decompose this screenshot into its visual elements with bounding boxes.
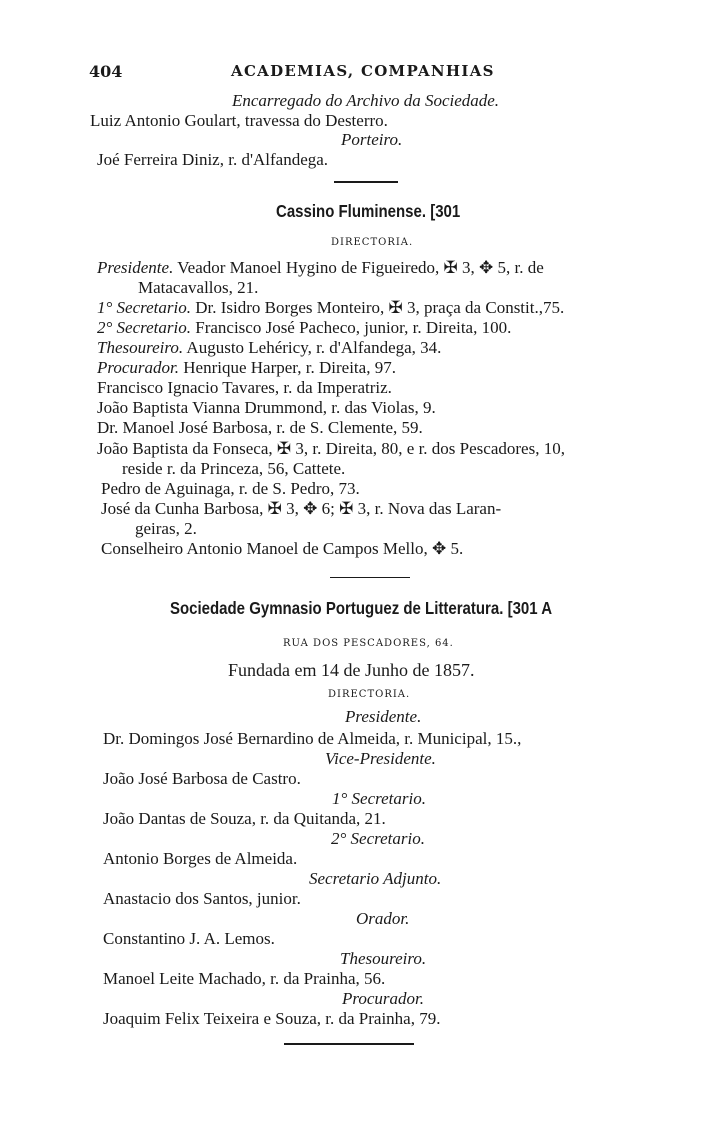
cassino-line: Dr. Manoel José Barbosa, r. de S. Clemente, 59. [97, 418, 423, 437]
cassino-role: Thesoureiro. [97, 338, 184, 357]
role-archive: Encarregado do Archivo da Sociedade. [232, 91, 500, 110]
cassino-line: João Baptista da Fonseca, ✠ 3, r. Direita, 80, e r. dos Pescadores, 10, [97, 439, 565, 458]
cassino-role: 1° Secretario. [97, 298, 191, 317]
gymnasio-role: 2° Secretario. [331, 829, 425, 848]
gymnasio-role: Orador. [356, 909, 410, 928]
cassino-line: reside r. da Princeza, 56, Cattete. [122, 459, 346, 478]
archive-person: Luiz Antonio Goulart, travessa do Desterro. [90, 111, 388, 130]
gymnasio-person: Manoel Leite Machado, r. da Prainha, 56. [103, 969, 386, 988]
cassino-line: Francisco Ignacio Tavares, r. da Imperatriz. [97, 378, 392, 397]
cassino-text: Veador Manoel Hygino de Figueiredo, ✠ 3, ✥ 5, r. de [177, 258, 544, 277]
cassino-line [97, 299, 564, 316]
gymnasio-role: Presidente. [345, 707, 422, 726]
gymnasio-person: Dr. Domingos José Bernardino de Almeida, r. Municipal, 15., [103, 729, 522, 748]
cassino-role: Procurador. [97, 358, 180, 377]
gymnasio-role: 1° Secretario. [332, 789, 426, 808]
cassino-line: Conselheiro Antonio Manoel de Campos Mello, ✥ 5. [101, 539, 464, 558]
role-porter: Porteiro. [341, 130, 403, 149]
cassino-text: Francisco José Pacheco, junior, r. Direita, 100. [195, 318, 512, 337]
cassino-text: Augusto Lehéricy, r. d'Alfandega, 34. [186, 338, 442, 357]
porter-person: Joé Ferreira Diniz, r. d'Alfandega. [97, 150, 329, 169]
gymnasio-person: João José Barbosa de Castro. [103, 769, 301, 788]
gymnasio-title: Sociedade Gymnasio Portuguez de Litteratura. [301 A [170, 598, 553, 619]
running-header: ACADEMIAS, COMPANHIAS [231, 62, 495, 80]
gymnasio-role: Secretario Adjunto. [309, 869, 442, 888]
gymnasio-person: Joaquim Felix Teixeira e Souza, r. da Prainha, 79. [103, 1009, 441, 1028]
gymnasio-role: Procurador. [342, 989, 425, 1008]
cassino-line: geiras, 2. [135, 519, 197, 538]
cassino-line: Pedro de Aguinaga, r. de S. Pedro, 73. [101, 479, 360, 498]
gymnasio-person: Constantino J. A. Lemos. [103, 929, 275, 948]
gymnasio-person: João Dantas de Souza, r. da Quitanda, 21. [103, 809, 386, 828]
gymnasio-directory-label: DIRECTORIA. [328, 689, 411, 700]
cassino-directory-label: DIRECTORIA. [331, 237, 414, 248]
gymnasio-address: RUA DOS PESCADORES, 64. [283, 638, 454, 649]
gymnasio-founded: Fundada em 14 de Junho de 1857. [228, 660, 475, 680]
cassino-text: Henrique Harper, r. Direita, 97. [183, 358, 396, 377]
cassino-text: Dr. Isidro Borges Monteiro, ✠ 3, praça da Constit.,75. [195, 298, 565, 317]
cassino-line [97, 359, 396, 376]
cassino-line: João Baptista Vianna Drummond, r. das Violas, 9. [97, 398, 436, 417]
page-number: 404 [89, 62, 123, 81]
section-divider [334, 181, 398, 183]
cassino-line: José da Cunha Barbosa, ✠ 3, ✥ 6; ✠ 3, r. Nova das Laran- [101, 499, 502, 518]
cassino-line [97, 339, 441, 356]
cassino-line: Matacavallos, 21. [138, 278, 259, 297]
cassino-role: 2° Secretario. [97, 318, 191, 337]
cassino-title: Cassino Fluminense. [301 [276, 201, 461, 222]
cassino-role: Presidente. [97, 258, 174, 277]
cassino-line [97, 319, 511, 336]
cassino-line [97, 259, 544, 276]
gymnasio-person: Antonio Borges de Almeida. [103, 849, 298, 868]
gymnasio-person: Anastacio dos Santos, junior. [103, 889, 301, 908]
section-divider [330, 577, 410, 578]
gymnasio-role: Thesoureiro. [340, 949, 427, 968]
gymnasio-role: Vice-Presidente. [325, 749, 436, 768]
section-divider [284, 1043, 414, 1045]
